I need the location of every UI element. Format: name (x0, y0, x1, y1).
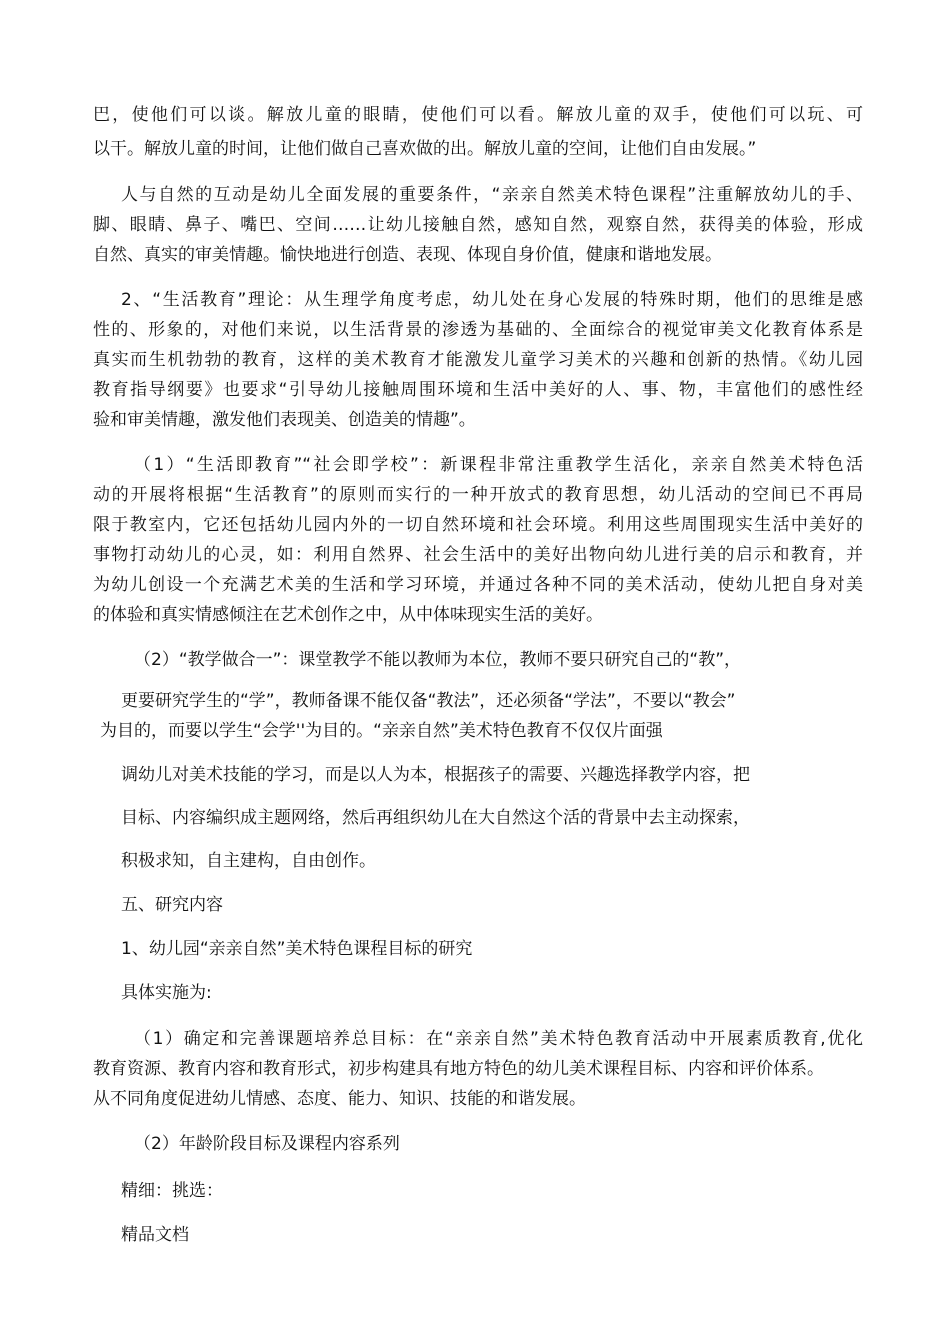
text-line: 积极求知，自主建构，自由创作。 (121, 851, 376, 871)
text-line: 自然、真实的审美情趣。愉快地进行创造、表现、体现自身价值，健康和谐地发展。 (93, 245, 722, 265)
text-line: （1）确定和完善课题培养总目标：在“亲亲自然”美术特色教育活动中开展素质教育,优化 (134, 1029, 863, 1049)
text-line: 验和审美情趣，激发他们表现美、创造美的情趣”。 (93, 410, 476, 430)
text-line: 脚、眼睛、鼻子、嘴巴、空间……让幼儿接触自然，感知自然，观察自然，获得美的体验，形成 (93, 215, 863, 235)
text-line: 具体实施为: (121, 983, 212, 1003)
text-line: 动的开展将根据“生活教育”的原则而实行的一种开放式的教育思想，幼儿活动的空间已不再局 (93, 485, 863, 505)
text-line: 性的、形象的，对他们来说，以生活背景的渗透为基础的、全面综合的视觉审美文化教育体系是 (93, 320, 863, 340)
text-line: （2）年龄阶段目标及课程内容系列 (134, 1134, 400, 1154)
text-line: 人与自然的互动是幼儿全面发展的重要条件，“亲亲自然美术特色课程”注重解放幼儿的手、 (121, 185, 863, 205)
text-line: 为幼儿创设一个充满艺术美的生活和学习环境，并通过各种不同的美术活动，使幼儿把自身对美 (93, 575, 863, 595)
text-line: 调幼儿对美术技能的学习，而是以人为本，根据孩子的需要、兴趣选择教学内容，把 (121, 765, 750, 785)
footer-text: 精品文档 (121, 1225, 189, 1245)
text-line: 限于教室内，它还包括幼儿园内外的一切自然环境和社会环境。利用这些周围现实生活中美好的 (93, 515, 863, 535)
section-heading: 五、研究内容 (121, 895, 223, 915)
text-line: 事物打动幼儿的心灵，如：利用自然界、社会生活中的美好出物向幼儿进行美的启示和教育，并 (93, 545, 863, 565)
text-line: 精细：挑选： (121, 1181, 223, 1201)
text-line: 的体验和真实情感倾注在艺术创作之中，从中体味现实生活的美好。 (93, 605, 603, 625)
text-line: 2、“生活教育”理论：从生理学角度考虑，幼儿处在身心发展的特殊时期，他们的思维是感 (121, 290, 863, 310)
subsection-heading: 1、幼儿园“亲亲自然”美术特色课程目标的研究 (121, 939, 473, 959)
text-line: 目标、内容编织成主题网络，然后再组织幼儿在大自然这个活的背景中去主动探索， (121, 808, 750, 828)
text-line: 真实而生机勃勃的教育，这样的美术教育才能激发儿童学习美术的兴趣和创新的热情。《幼儿园 (93, 350, 863, 370)
text-line: 教育资源、教育内容和教育形式，初步构建具有地方特色的幼儿美术课程目标、内容和评价体系。 (93, 1059, 824, 1079)
text-line: 教育指导纲要》也要求“引导幼儿接触周围环境和生活中美好的人、事、物，丰富他们的感性经 (93, 380, 863, 400)
text-line: 为目的，而要以学生“会学''为目的。“亲亲自然”美术特色教育不仅仅片面强 (100, 721, 663, 741)
text-line: 以干。解放儿童的时间，让他们做自己喜欢做的出。解放儿童的空间，让他们自由发展。” (93, 139, 757, 159)
text-line: （2）“教学做合一”：课堂教学不能以教师为本位，教师不要只研究自己的“教”， (134, 650, 742, 670)
text-line: 巴，使他们可以谈。解放儿童的眼睛，使他们可以看。解放儿童的双手，使他们可以玩、可 (93, 105, 863, 125)
text-line: 更要研究学生的“学”，教师备课不能仅备“教法”，还必须备“学法”，不要以“教会” (121, 691, 736, 711)
text-line: （1）“生活即教育”“社会即学校”：新课程非常注重教学生活化，亲亲自然美术特色活 (134, 455, 863, 475)
text-line: 从不同角度促进幼儿情感、态度、能力、知识、技能的和谐发展。 (93, 1089, 586, 1109)
